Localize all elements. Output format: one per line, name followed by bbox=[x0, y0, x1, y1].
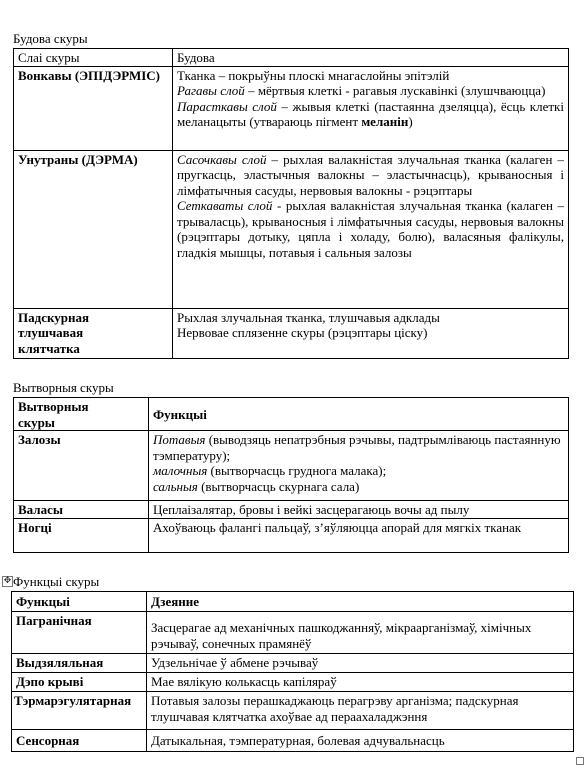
table-header-row bbox=[12, 592, 574, 612]
function-name: Выдзяляльная bbox=[12, 654, 147, 673]
header-cell: Функцыі bbox=[149, 398, 569, 431]
sublayer-name: Сасочкавы слой bbox=[177, 151, 267, 167]
table-row bbox=[14, 518, 569, 552]
layer-name: Унутраны (ДЭРМА) bbox=[14, 150, 173, 308]
gland-desc: (вытворчасць груднога малака); bbox=[207, 463, 387, 478]
table-row bbox=[14, 501, 569, 519]
line-text bbox=[153, 479, 564, 495]
function-action: Потавыя залозы перашкаджаюць перагрэву арганізма; падскурная тлушчавая клятчатка ахоўвае ад пераахаладжэння bbox=[147, 692, 574, 730]
table-move-icon[interactable]: ✥ bbox=[3, 576, 12, 586]
functions-caption: Функцыі скуры bbox=[13, 574, 100, 589]
header-cell: Вытворныя скуры bbox=[14, 398, 149, 431]
function-action: Удзельнічае ў абмене рэчываў bbox=[147, 654, 574, 673]
table-row bbox=[12, 730, 574, 752]
table-row bbox=[14, 431, 569, 501]
header-cell: Слаі скуры bbox=[14, 49, 173, 67]
derivative-functions bbox=[149, 431, 569, 501]
derivative-functions: Ахоўваюць фалангі пальцаў, з’яўляюцца апорай для мягкіх тканак bbox=[149, 518, 569, 552]
table-row bbox=[12, 692, 574, 730]
sublayer-desc: – рыхлая валакністая злучальная тканка (калаген – пругкасць, эластычныя валокны – эластычнасць), крываносныя і лімфатычныя сасуды, нервовыя валокны - рэцэптары bbox=[177, 151, 564, 198]
header-cell: Будова bbox=[173, 49, 569, 67]
line-text: Нервовае сплязенне скуры (рэцэптары ціску) bbox=[177, 325, 428, 340]
table-row bbox=[12, 673, 574, 692]
layer-name: Вонкавы (ЭПІДЭРМІС) bbox=[14, 66, 173, 150]
function-action: Датыкальная, тэмпературная, болевая адчувальнасць bbox=[147, 730, 574, 752]
gland-desc: (вытворчасць скурнага сала) bbox=[197, 478, 360, 494]
derivative-name: Валасы bbox=[14, 501, 149, 519]
gland-type: малочныя bbox=[153, 463, 208, 478]
pigment-term: меланін bbox=[361, 114, 409, 129]
function-name: Тэрмарэгулятарная bbox=[12, 692, 147, 730]
sublayer-name: Рагавы слой bbox=[177, 83, 245, 98]
line-text bbox=[177, 83, 564, 99]
line-text bbox=[153, 432, 564, 463]
layer-structure bbox=[173, 308, 569, 358]
layer-structure bbox=[173, 66, 569, 150]
gland-desc: (выводзяць непатрэбныя рэчывы, падтрымліваюць пастаянную тэмпературу); bbox=[153, 432, 561, 463]
structure-caption: Будова скуры bbox=[13, 31, 88, 46]
header-cell: Дзеянне bbox=[147, 592, 574, 612]
skin-functions-table bbox=[11, 591, 574, 752]
derivatives-caption: Вытворныя скуры bbox=[13, 380, 114, 395]
derivative-name: Ногці bbox=[14, 518, 149, 552]
skin-structure-table bbox=[13, 48, 569, 359]
function-name: Дэпо крыві bbox=[12, 673, 147, 692]
sublayer-name: Парасткавы слой bbox=[177, 98, 277, 114]
line-text: Тканка – покрыўны плоскі мнагаслойны эпітэлій bbox=[177, 67, 450, 83]
function-action: Мае вялікую колькасць капіляраў bbox=[147, 673, 574, 692]
sublayer-desc: - рыхлая валакністая злучальная тканка (калаген – трываласць), крываносныя і лімфатычныя сасуды, нервовыя валокны (рэцэптары дотыку, цяпла і холаду, болю), валасяныя фалікулы, гладкія мышцы, потавыя і сальныя залозы bbox=[177, 198, 564, 260]
sublayer-desc: – мёртвыя клеткі - рагавыя лускавінкі (злушчваюцца) bbox=[244, 83, 546, 98]
table-resize-handle[interactable] bbox=[576, 757, 584, 765]
derivative-name: Залозы bbox=[14, 431, 149, 501]
table-row bbox=[12, 612, 574, 654]
line-text bbox=[177, 99, 564, 130]
gland-type: сальныя bbox=[153, 478, 198, 494]
function-action: Засцерагае ад механічных пашкоджанняў, мікраарганізмаў, хімічных рэчываў, сонечных прамянёў bbox=[147, 612, 574, 654]
sublayer-name: Сеткаваты слой bbox=[177, 198, 273, 213]
line-text bbox=[153, 463, 564, 479]
sublayer-desc: – жывыя клеткі (пастаянна дзеляцца), ёсць клеткі меланацыты (утвараюць пігмент bbox=[177, 98, 564, 129]
skin-derivatives-table bbox=[13, 397, 569, 553]
function-name: Пагранічная bbox=[12, 612, 147, 654]
table-row bbox=[14, 308, 569, 358]
table-row bbox=[14, 150, 569, 308]
table-row bbox=[12, 654, 574, 673]
table-row bbox=[14, 66, 569, 150]
paren-close: ) bbox=[408, 114, 413, 129]
line-text bbox=[177, 152, 564, 199]
derivative-functions: Цеплаізалятар, бровы і вейкі засцерагаюць вочы ад пылу bbox=[149, 501, 569, 519]
line-text: Рыхлая злучальная тканка, тлушчавыя адклады bbox=[177, 309, 440, 325]
table-header-row bbox=[14, 49, 569, 67]
header-cell: Функцыі bbox=[12, 592, 147, 612]
gland-type: Потавыя bbox=[153, 432, 206, 447]
function-name: Сенсорная bbox=[12, 730, 147, 752]
line-text bbox=[177, 198, 564, 260]
layer-structure bbox=[173, 150, 569, 308]
layer-name: Падскурная тлушчавая клятчатка bbox=[14, 308, 173, 358]
table-header-row bbox=[14, 398, 569, 431]
